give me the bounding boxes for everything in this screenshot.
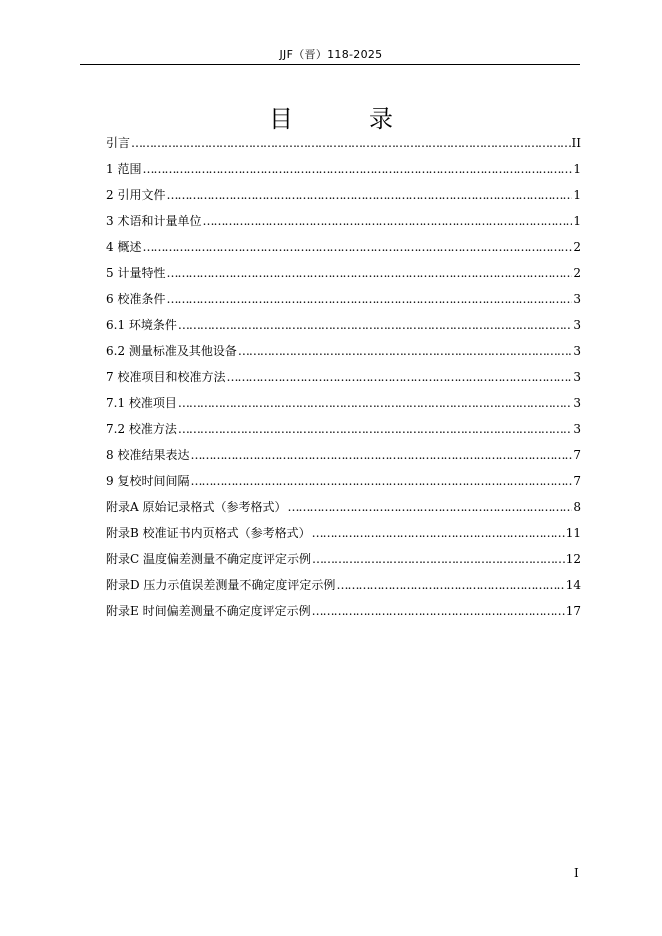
dot-leader [238,342,572,360]
dot-leader [166,290,572,308]
toc-entry-page: 3 [573,318,581,332]
toc-entry-label: 附录A 原始记录格式（参考格式） [106,500,287,514]
toc-entry[interactable] [106,394,581,420]
page-number: I [574,866,579,880]
toc-entry[interactable] [106,186,581,212]
dot-leader [178,316,572,334]
dot-leader [312,524,565,542]
toc-entry-label: 2 引用文件 [106,188,166,202]
table-of-contents [106,134,581,628]
toc-entry[interactable] [106,368,581,394]
toc-entry[interactable] [106,498,581,524]
toc-entry-label: 附录C 温度偏差测量不确定度评定示例 [106,552,311,566]
toc-entry-label: 附录E 时间偏差测量不确定度评定示例 [106,604,311,618]
toc-entry-page: 1 [573,162,581,176]
toc-entry-label: 3 术语和计量单位 [106,214,202,228]
toc-entry-label: 6.2 测量标准及其他设备 [106,344,237,358]
dot-leader [178,394,572,412]
toc-entry-label: 9 复校时间间隔 [106,474,190,488]
toc-entry-label: 引言 [106,136,131,150]
toc-entry-label: 附录D 压力示值误差测量不确定度评定示例 [106,578,336,592]
toc-entry[interactable] [106,238,581,264]
page-title: 目 录 [269,105,419,133]
toc-entry-label: 7 校准项目和校准方法 [106,370,226,384]
toc-entry-label: 7.2 校准方法 [106,422,177,436]
dot-leader [142,160,572,178]
toc-entry[interactable] [106,134,581,160]
toc-entry-page: 14 [565,578,581,592]
toc-entry-label: 4 概述 [106,240,142,254]
toc-entry-page: 3 [573,370,581,384]
dot-leader [190,472,572,490]
header-divider [80,64,580,65]
document-code-header: JJF（晋）118-2025 [279,48,383,61]
dot-leader [287,498,572,516]
toc-entry[interactable] [106,602,581,628]
toc-entry[interactable] [106,576,581,602]
toc-entry-page: 1 [573,188,581,202]
toc-entry-page: 3 [573,344,581,358]
dot-leader [312,602,565,620]
toc-entry-page: 3 [573,396,581,410]
toc-entry-label: 6 校准条件 [106,292,166,306]
toc-entry[interactable] [106,316,581,342]
toc-entry-page: 17 [565,604,581,618]
toc-entry-label: 8 校准结果表达 [106,448,190,462]
toc-entry-label: 6.1 环境条件 [106,318,177,332]
toc-entry[interactable] [106,264,581,290]
dot-leader [336,576,564,594]
dot-leader [178,420,572,438]
toc-entry[interactable] [106,472,581,498]
toc-entry-page: 2 [573,266,581,280]
toc-entry-page: 8 [573,500,581,514]
dot-leader [166,264,572,282]
toc-entry[interactable] [106,290,581,316]
toc-entry-page: 3 [573,292,581,306]
toc-entry[interactable] [106,550,581,576]
toc-entry[interactable] [106,342,581,368]
toc-entry[interactable] [106,524,581,550]
dot-leader [312,550,565,568]
toc-entry-page: 11 [565,526,581,540]
toc-entry-page: 7 [573,474,581,488]
toc-entry-page: 7 [573,448,581,462]
toc-entry[interactable] [106,160,581,186]
dot-leader [166,186,572,204]
toc-entry[interactable] [106,212,581,238]
toc-entry-page: 2 [573,240,581,254]
dot-leader [226,368,572,386]
toc-entry-label: 附录B 校准证书内页格式（参考格式） [106,526,311,540]
dot-leader [142,238,572,256]
toc-entry-label: 5 计量特性 [106,266,166,280]
dot-leader [190,446,572,464]
toc-entry-page: 1 [573,214,581,228]
toc-entry-label: 1 范围 [106,162,142,176]
dot-leader [202,212,572,230]
toc-entry-page: 3 [573,422,581,436]
toc-entry-label: 7.1 校准项目 [106,396,177,410]
toc-entry[interactable] [106,420,581,446]
toc-entry-page: 12 [565,552,581,566]
toc-entry-page: II [571,136,581,150]
dot-leader [131,134,571,152]
toc-entry[interactable] [106,446,581,472]
